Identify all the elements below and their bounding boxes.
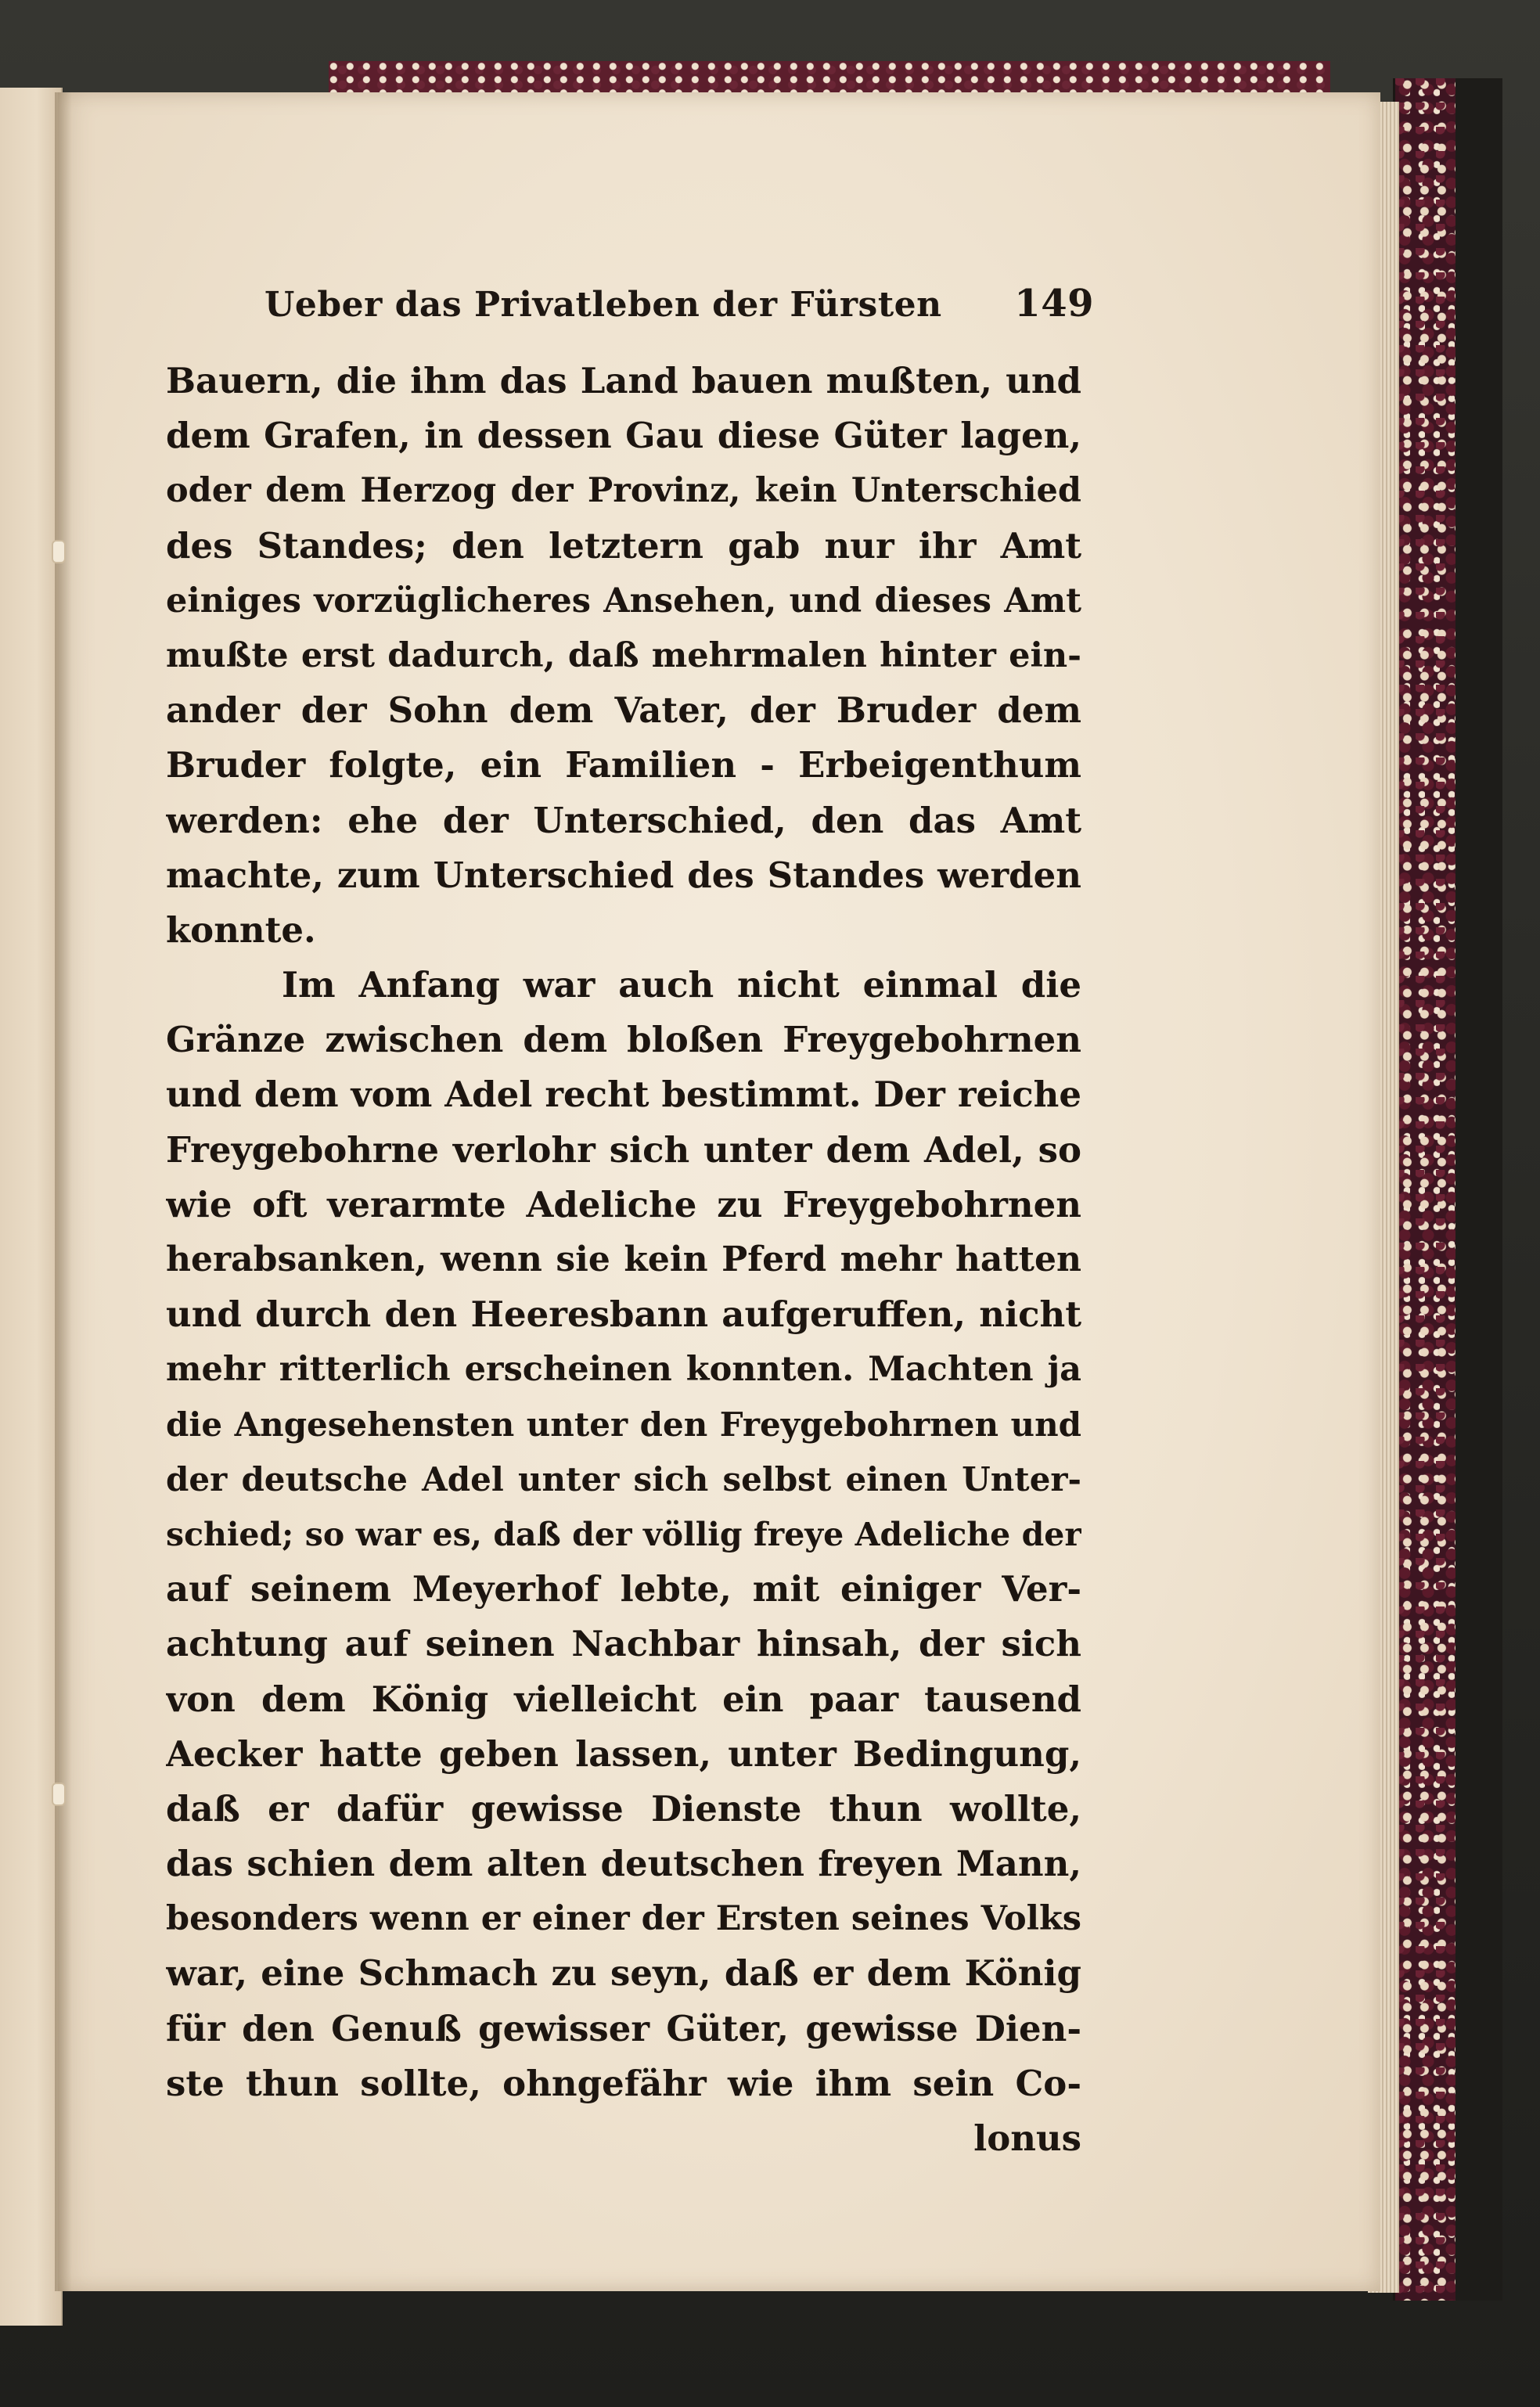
- text-line: Freygebohrne verlohr sich unter dem Adel, so: [166, 1128, 1081, 1171]
- text-line: der deutsche Adel unter sich selbst einen Unter-: [166, 1459, 1081, 1499]
- text-line: wie oft verarmte Adeliche zu Freygebohrnen: [166, 1183, 1081, 1225]
- text-line: die Angesehensten unter den Freygebohrnen und: [166, 1405, 1081, 1444]
- text-line: dem Grafen, in dessen Gau diese Güter lagen,: [166, 415, 1081, 457]
- text-line: werden: ehe der Unterschied, den das Amt: [166, 799, 1081, 841]
- facing-page-edge: [0, 88, 63, 2326]
- page-number: 149: [1014, 282, 1094, 326]
- text-line: oder dem Herzog der Provinz, kein Unterschied: [166, 471, 1081, 511]
- binding-stitch: [52, 1783, 66, 1806]
- text-line: schied; so war es, daß der völlig freye Adeliche der: [166, 1515, 1081, 1553]
- text-line: herabsanken, wenn sie kein Pferd mehr hatten: [166, 1239, 1081, 1279]
- text-line: Im Anfang war auch nicht einmal die: [282, 964, 1081, 1006]
- body-text: [166, 354, 1081, 2166]
- text-line: daß er dafür gewisse Dienste thun wollte,: [166, 1787, 1081, 1830]
- text-line: mußte erst dadurch, daß mehrmalen hinter ein-: [166, 635, 1081, 675]
- binding-stitch: [52, 540, 66, 563]
- text-line: ste thun sollte, ohngefähr wie ihm sein Co-: [166, 2062, 1081, 2104]
- text-line: einiges vorzüglicheres Ansehen, und dieses Amt: [166, 581, 1081, 621]
- text-line: Gränze zwischen dem bloßen Freygebohrnen: [166, 1019, 1081, 1061]
- text-line: für den Genuß gewisser Güter, gewisse Dien-: [166, 2007, 1081, 2049]
- text-line: Aecker hatte geben lassen, unter Bedingung,: [166, 1732, 1081, 1775]
- catchword: lonus: [973, 2117, 1081, 2159]
- text-line: war, eine Schmach zu seyn, daß er dem König: [166, 1952, 1081, 1995]
- book-cover-edge: [1455, 78, 1502, 2301]
- text-line: machte, zum Unterschied des Standes werden: [166, 854, 1081, 896]
- gutter-shadow: [55, 92, 72, 2291]
- text-line: Bruder folgte, ein Familien - Erbeigenthum: [166, 744, 1081, 786]
- text-line: des Standes; den letztern gab nur ihr Amt: [166, 524, 1081, 567]
- text-line: Bauern, die ihm das Land bauen mußten, und: [166, 360, 1081, 401]
- text-line: und durch den Heeresbann aufgeruffen, nicht: [166, 1293, 1081, 1336]
- text-line: und dem vom Adel recht bestimmt. Der reiche: [166, 1074, 1081, 1116]
- text-line: besonders wenn er einer der Ersten seines Volks: [166, 1899, 1081, 1939]
- text-line: konnte.: [166, 908, 316, 951]
- text-line: von dem König vielleicht ein paar tausend: [166, 1678, 1081, 1720]
- text-line: auf seinem Meyerhof lebte, mit einiger Ver-: [166, 1568, 1081, 1610]
- text-line: ander der Sohn dem Vater, der Bruder dem: [166, 689, 1081, 732]
- running-title: Ueber das Privatleben der Fürsten: [264, 285, 942, 325]
- text-line: das schien dem alten deutschen freyen Mann,: [166, 1843, 1081, 1885]
- running-header: [264, 282, 1094, 329]
- text-line: mehr ritterlich erscheinen konnten. Machten ja: [166, 1350, 1081, 1390]
- text-line: achtung auf seinen Nachbar hinsah, der sich: [166, 1623, 1081, 1665]
